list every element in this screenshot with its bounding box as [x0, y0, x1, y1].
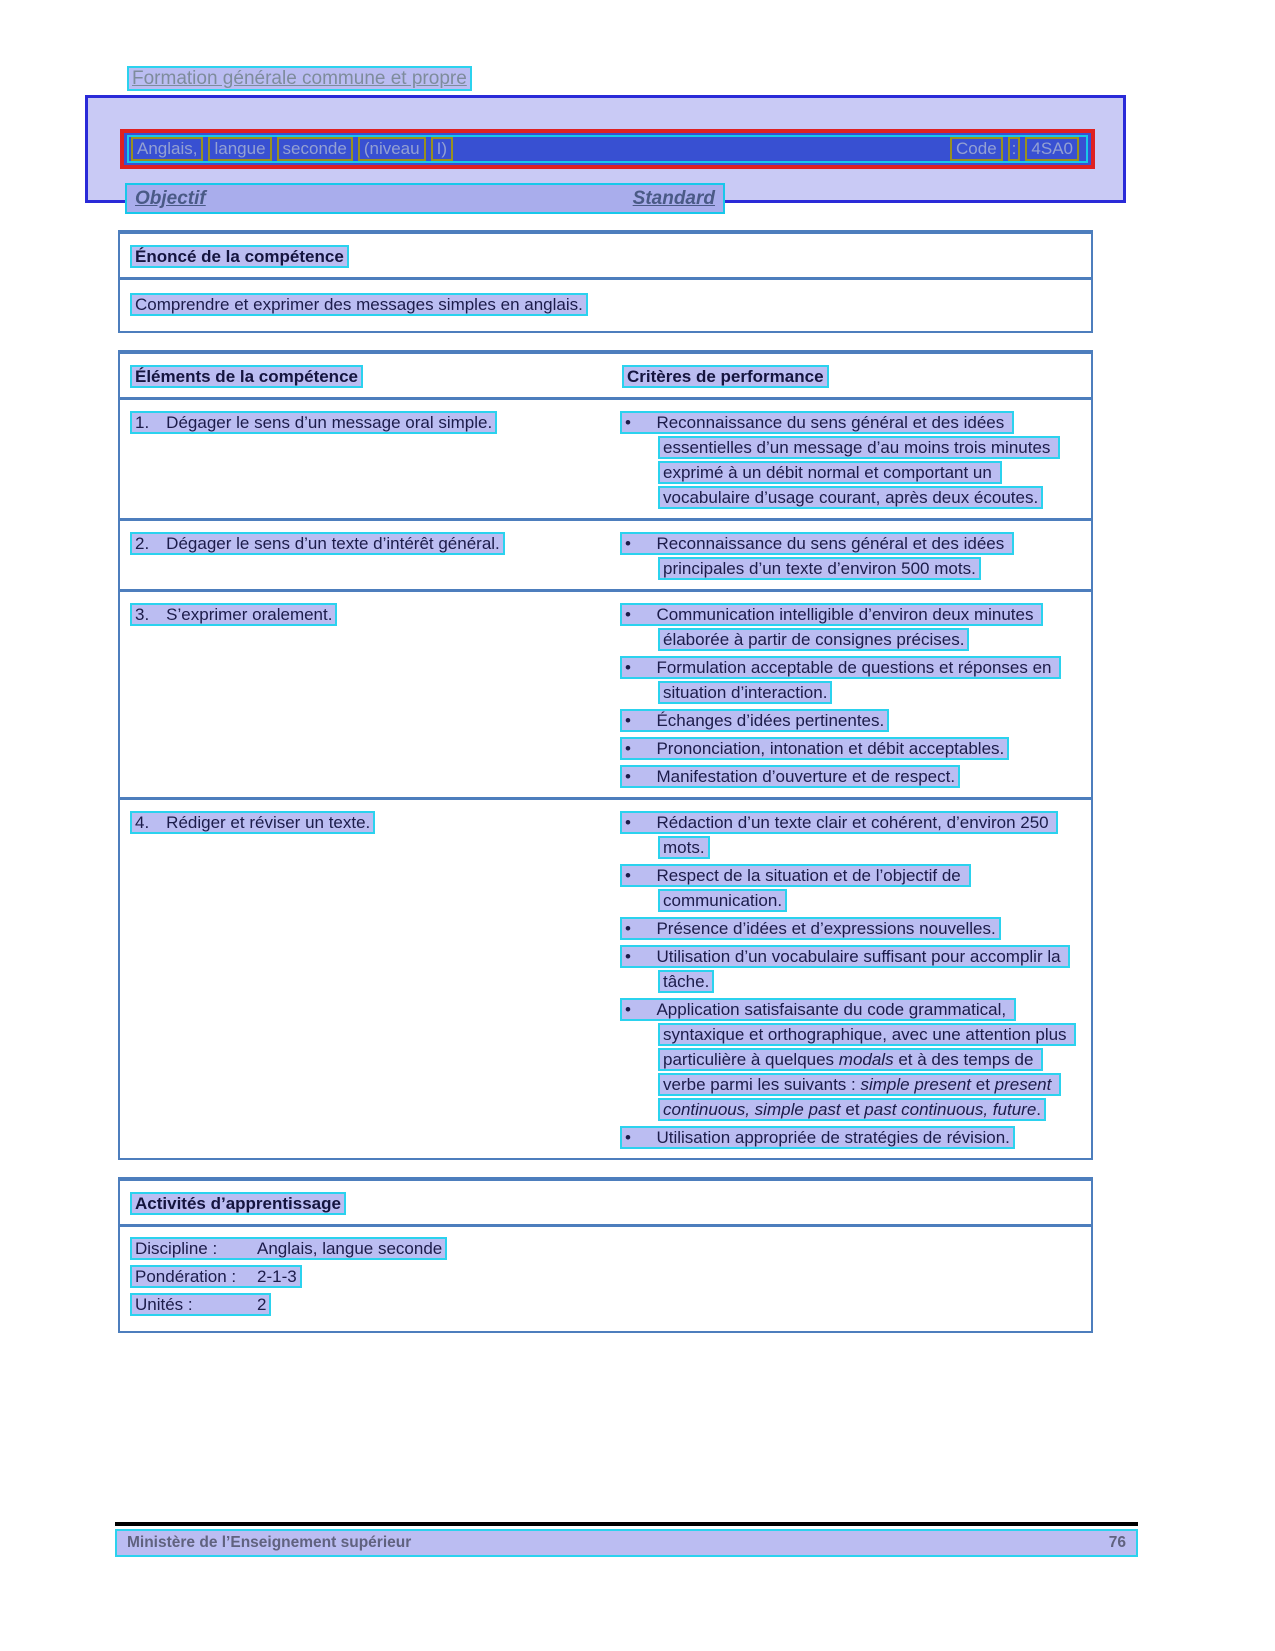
activity-label: Discipline : — [135, 1239, 218, 1258]
footer-bar — [115, 1529, 1138, 1557]
top-panel — [85, 95, 1126, 209]
criteria-item — [612, 736, 1077, 761]
criteria-item — [612, 944, 1077, 994]
competence-row — [120, 589, 1091, 797]
criteria-item — [612, 602, 1077, 652]
criteria-item — [612, 764, 1077, 789]
footer-page-number: 76 — [1108, 1534, 1126, 1551]
elements-column-header: Éléments de la compétence — [120, 354, 612, 397]
course-title — [131, 137, 458, 161]
criteria-cell — [612, 592, 1091, 797]
activity-row — [130, 1263, 1081, 1291]
criteria-text: • Manifestation d’ouverture et de respect. — [620, 765, 960, 788]
element-text: 2. Dégager le sens d’un texte d’intérêt général. — [130, 532, 505, 555]
competence-row — [120, 400, 1091, 518]
enonce-body-text: Comprendre et exprimer des messages simples en anglais. — [130, 293, 588, 316]
criteria-text: • Reconnaissance du sens général et des idées principales d’un texte d’environ 500 mots. — [620, 532, 1014, 580]
element-text: 1. Dégager le sens d’un message oral simple. — [130, 411, 497, 434]
footer-rule — [115, 1522, 1138, 1526]
course-code — [950, 137, 1084, 161]
page-content — [118, 230, 1093, 1350]
criteria-item — [612, 531, 1077, 581]
competence-table-header — [120, 354, 1091, 400]
criteria-item — [612, 708, 1077, 733]
criteria-item — [612, 863, 1077, 913]
criteria-text: • Application satisfaisante du code grammatical, syntaxique et orthographique, avec une attention plus particulière à quelques modals et à des temps de verbe parmi les suivants : simple present et present continuous, simple past et past continuous, future. — [620, 998, 1076, 1121]
criteria-item — [612, 410, 1077, 510]
competence-rows — [120, 400, 1091, 1158]
activity-value: 2 — [257, 1295, 267, 1314]
activities-header-label: Activités d’apprentissage — [130, 1192, 346, 1215]
activities-table-header — [120, 1181, 1091, 1227]
activity-value: 2-1-3 — [257, 1267, 297, 1286]
code-label: Code — [950, 137, 1003, 161]
element-cell — [120, 521, 612, 589]
criteria-text: • Présence d’idées et d’expressions nouvelles. — [620, 917, 1001, 940]
criteria-text: • Communication intelligible d’environ deux minutes élaborée à partir de consignes précises. — [620, 603, 1043, 651]
footer-ministry-label: Ministère de l’Enseignement supérieur — [127, 1534, 412, 1551]
activity-row — [130, 1291, 1081, 1319]
element-cell — [120, 800, 612, 1158]
criteria-item — [612, 916, 1077, 941]
activities-table-body — [120, 1227, 1091, 1331]
title-word: Anglais, — [131, 137, 203, 161]
criteria-item — [612, 810, 1077, 860]
enonce-table-header — [120, 234, 1091, 280]
activity-value: Anglais, langue seconde — [257, 1239, 443, 1258]
objectif-standard-row — [125, 183, 725, 214]
breadcrumb — [127, 66, 472, 92]
competence-row — [120, 518, 1091, 589]
breadcrumb-label: Formation générale commune et propre — [127, 66, 472, 91]
course-title-line — [127, 135, 1088, 163]
criteria-text: • Rédaction d’un texte clair et cohérent, d’environ 250 mots. — [620, 811, 1058, 859]
element-text: 4. Rédiger et réviser un texte. — [130, 811, 375, 834]
activity-row — [130, 1235, 1081, 1263]
activity-label: Pondération : — [135, 1267, 237, 1286]
course-title-bar — [120, 129, 1095, 169]
code-separator: : — [1008, 137, 1021, 161]
criteria-text: • Formulation acceptable de questions et réponses en situation d’interaction. — [620, 656, 1061, 704]
criteria-text: • Utilisation appropriée de stratégies de révision. — [620, 1126, 1015, 1149]
activities-table — [118, 1177, 1093, 1333]
objectif-heading: Objectif — [135, 188, 206, 209]
code-value: 4SA0 — [1025, 137, 1079, 161]
element-cell — [120, 592, 612, 797]
criteres-column-header: Critères de performance — [612, 354, 1091, 397]
activity-label: Unités : — [135, 1295, 193, 1314]
enonce-table-body — [120, 280, 1091, 331]
criteria-text: • Échanges d’idées pertinentes. — [620, 709, 889, 732]
title-word: seconde — [277, 137, 353, 161]
criteria-item — [612, 655, 1077, 705]
enonce-header-label: Énoncé de la compétence — [130, 245, 349, 268]
element-cell — [120, 400, 612, 518]
criteria-cell — [612, 400, 1091, 518]
criteria-item — [612, 997, 1077, 1122]
competence-table — [118, 350, 1093, 1160]
title-word: I) — [431, 137, 453, 161]
criteria-text: • Reconnaissance du sens général et des idées essentielles d’un message d’au moins trois minutes exprimé à un débit normal et comportant un vocabulaire d’usage courant, après deux écoutes. — [620, 411, 1060, 509]
standard-heading: Standard — [632, 188, 715, 209]
criteria-item — [612, 1125, 1077, 1150]
title-word: langue — [208, 137, 271, 161]
criteria-text: • Utilisation d’un vocabulaire suffisant pour accomplir la tâche. — [620, 945, 1070, 993]
enonce-table — [118, 230, 1093, 333]
title-word: (niveau — [358, 137, 426, 161]
criteria-text: • Respect de la situation et de l’objectif de communication. — [620, 864, 971, 912]
criteria-cell — [612, 521, 1091, 589]
page-footer — [115, 1522, 1138, 1557]
criteria-text: • Prononciation, intonation et débit acceptables. — [620, 737, 1009, 760]
element-text: 3. S’exprimer oralement. — [130, 603, 337, 626]
competence-row — [120, 797, 1091, 1158]
criteria-cell — [612, 800, 1091, 1158]
